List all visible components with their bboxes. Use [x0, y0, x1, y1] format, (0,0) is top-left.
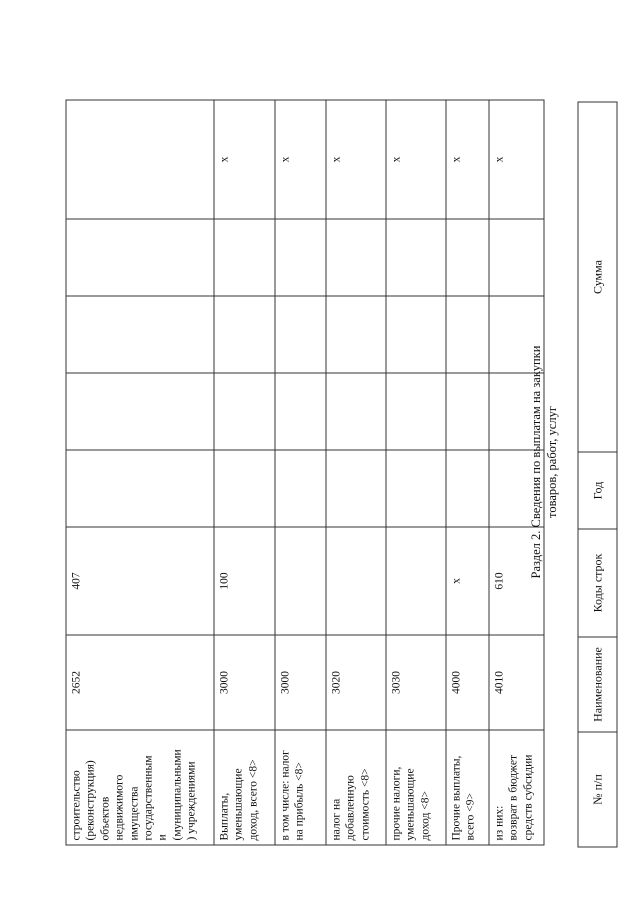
header-number: № п/п — [578, 732, 617, 847]
header-year: Год — [578, 452, 617, 529]
row-value-cell — [386, 527, 446, 635]
row-value-cell — [275, 373, 326, 450]
row-value-cell — [66, 450, 214, 527]
row-name-line: стоимость <8> — [358, 767, 371, 840]
row-name-cell — [446, 730, 489, 845]
row-value-cell: x — [489, 100, 544, 219]
row-value-cell — [326, 527, 386, 635]
row-name-line: прочие налоги, — [390, 766, 402, 840]
section-2-caption — [528, 312, 572, 612]
section-2-header-table — [578, 103, 618, 848]
row-name-line: на прибыль <8> — [293, 761, 306, 840]
row-value-cell: x — [446, 527, 489, 635]
row-value-cell — [326, 296, 386, 373]
row-name-line: возврат в бюджет — [507, 754, 520, 840]
row-name-line: из них: — [493, 805, 505, 840]
row-name-line: и — [156, 833, 169, 840]
row-name-line: доход, всего <8> — [246, 758, 259, 840]
row-name-line: налог на — [330, 798, 342, 840]
row-code-cell: 4010 — [489, 635, 544, 730]
row-code-cell: 3030 — [386, 635, 446, 730]
row-value-cell — [446, 296, 489, 373]
header-sum: Сумма — [578, 102, 617, 452]
row-code-cell: 2652 — [66, 635, 214, 730]
row-value-cell — [275, 450, 326, 527]
row-value-cell: x — [214, 100, 275, 219]
row-value-cell — [326, 450, 386, 527]
row-name-line: (реконструкция) — [84, 759, 97, 840]
row-value-cell — [446, 373, 489, 450]
row-name-line: Прочие выплаты, — [450, 755, 462, 840]
row-name-line: (муниципальными — [170, 748, 183, 840]
header-name: Наименование — [578, 637, 617, 732]
row-code-cell: 3000 — [275, 635, 326, 730]
row-name-line: недвижимого — [113, 774, 126, 840]
table-row — [275, 100, 326, 845]
row-name-line: всего <9> — [464, 792, 477, 840]
row-name-line: средств субсидии — [521, 754, 534, 840]
row-value-cell — [214, 373, 275, 450]
row-value-cell — [275, 219, 326, 296]
row-value-cell — [446, 219, 489, 296]
row-value-cell: 610 — [489, 527, 544, 635]
row-name-line: объектов — [98, 796, 111, 840]
row-value-cell: 407 — [66, 527, 214, 635]
row-name-line: доход <8> — [418, 790, 431, 840]
row-name-line: ) учреждениями — [185, 760, 197, 840]
row-value-cell — [275, 296, 326, 373]
row-code-cell: 3020 — [326, 635, 386, 730]
row-value-cell — [66, 219, 214, 296]
row-name-line: имущества — [127, 786, 140, 840]
payments-grid — [65, 99, 544, 845]
row-name-line: государственным — [141, 754, 154, 840]
table-row — [66, 100, 214, 845]
table-row — [386, 100, 446, 845]
row-value-cell: x — [446, 100, 489, 219]
row-value-cell — [214, 296, 275, 373]
table-row — [326, 100, 386, 845]
row-name-cell — [386, 730, 446, 845]
row-name-line: уменьшающие — [404, 767, 417, 840]
row-value-cell — [446, 450, 489, 527]
table-row — [446, 100, 489, 845]
row-value-cell — [386, 373, 446, 450]
row-value-cell — [386, 219, 446, 296]
row-value-cell — [326, 373, 386, 450]
row-name-cell — [214, 730, 275, 845]
row-name-cell — [66, 730, 214, 845]
table-row — [214, 100, 275, 845]
row-value-cell — [489, 219, 544, 296]
row-value-cell: 100 — [214, 527, 275, 635]
row-value-cell — [66, 100, 214, 219]
row-value-cell — [326, 219, 386, 296]
row-value-cell: x — [386, 100, 446, 219]
row-value-cell: x — [275, 100, 326, 219]
row-name-line: уменьшающие — [232, 767, 245, 840]
row-value-cell — [214, 450, 275, 527]
row-value-cell — [214, 219, 275, 296]
header-codes: Коды строк — [578, 529, 617, 637]
row-value-cell — [66, 296, 214, 373]
row-code-cell: 4000 — [446, 635, 489, 730]
payments-table — [65, 100, 534, 845]
section-2-caption-line1: Раздел 2. Сведения по выплатам на закупки — [529, 345, 543, 579]
row-name-line: добавленную — [344, 774, 357, 840]
row-name-cell — [489, 730, 544, 845]
row-value-cell — [275, 527, 326, 635]
row-name-cell — [326, 730, 386, 845]
section-2-header-row — [578, 102, 617, 847]
row-name-line: в том числе: налог — [279, 749, 291, 840]
row-value-cell — [386, 450, 446, 527]
row-value-cell — [66, 373, 214, 450]
row-name-line: строительство — [70, 769, 82, 840]
row-value-cell — [386, 296, 446, 373]
row-code-cell: 3000 — [214, 635, 275, 730]
section-2-caption-line2: товаров, работ, услуг — [545, 406, 560, 518]
row-name-line: Выплаты, — [218, 792, 230, 840]
row-value-cell: x — [326, 100, 386, 219]
row-name-cell — [275, 730, 326, 845]
